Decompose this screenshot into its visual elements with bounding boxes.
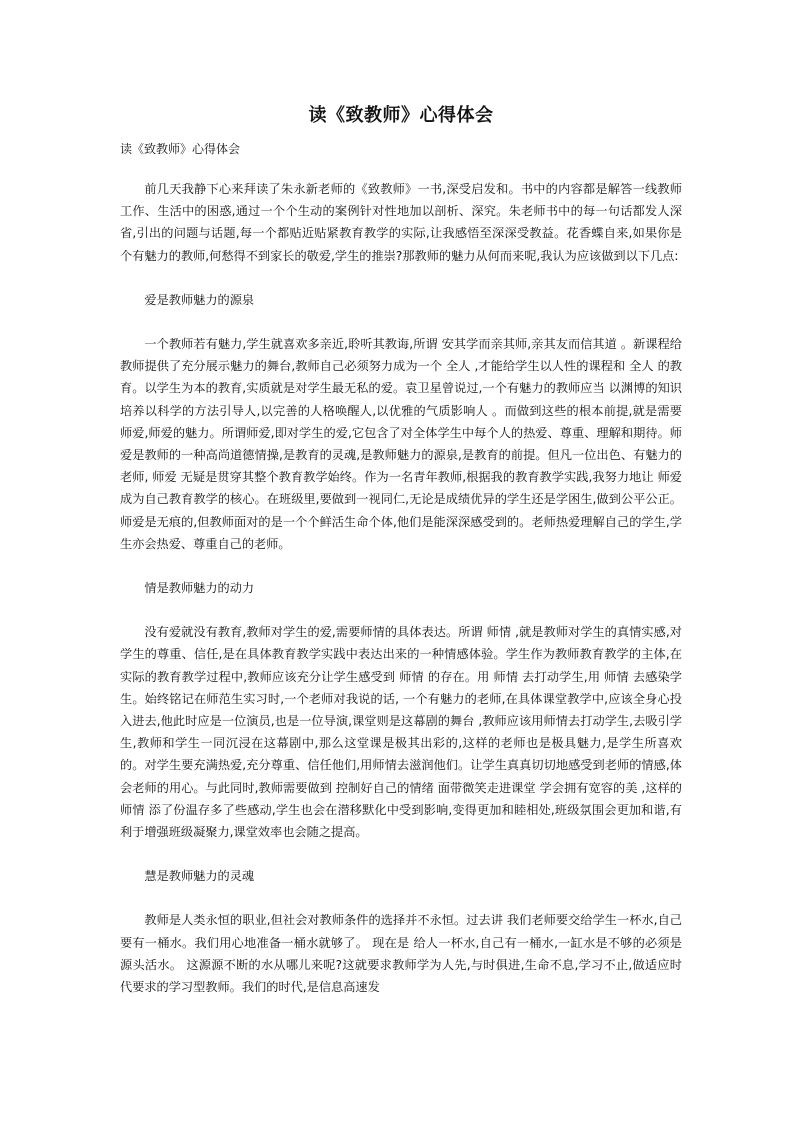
paragraph-love: 一个教师若有魅力,学生就喜欢多亲近,聆听其教诲,所谓 安其学而亲其师,亲其友而信其道 。新课程给教师提供了充分展示魅力的舞台,教师自己必须努力成为一个 全人 ,才能给学生以人性的课程和 全人 的教育。以学生为本的教育,实质就是对学生最无私的爱。袁卫星曾说过,一个有魅力的教师应当 以渊博的知识培养以科学的方法引导人,以完善的人格唤醒人,以优雅的气质影响人 。而做到这些的根本前提,就是需要师爱,师爱的魅力。所谓师爱,即对学生的爱,它包含了对全体学生中每个人的热爱、尊重、理解和期待。师爱是教师的一种高尚道德情操,是教育的灵魂,是教师魅力的源泉,是教育的前提。但凡一位出色、有魅力的老师, 师爱 无疑是贯穿其整个教育教学始终。作为一名青年教师,根据我的教育教学实践,我努力地让 师爱 成为自己教育教学的核心。在班级里,要做到一视同仁,无论是成绩优异的学生还是学困生,做到公平公正。师爱是无痕的,但教师面对的是一个个鲜活生命个体,他们是能深深感受到的。老师热爱理解自己的学生,学生亦会热爱、尊重自己的老师。	[120, 337, 682, 551]
paragraph-intro: 前几天我静下心来拜读了朱永新老师的《致教师》一书,深受启发和。书中的内容都是解答一线教师工作、生活中的困惑,通过一个个生动的案例针对性地加以剖析、深究。朱老师书中的每一句话都发人深省,引出的问题与话题,每一个都贴近贴紧教育教学的实际,让我感悟至深深受教益。花香蝶自来,如果你是个有魅力的教师,何愁得不到家长的敬爱,学生的推崇?那教师的魅力从何而来呢,我认为应该做到以下几点:	[120, 182, 682, 263]
paragraph-emotion: 没有爱就没有教育,教师对学生的爱,需要师情的具体表达。所谓 师情 ,就是教师对学生的真情实感,对学生的尊重、信任,是在具体教育教学实践中表达出来的一种情感体验。学生作为教师教育教学的主体,在实际的教育教学过程中,教师应该充分让学生感受到 师情 的存在。用 师情 去打动学生,用 师情 去感染学生。始终铭记在师范生实习时,一个老师对我说的话, 一个有魅力的老师,在具体课堂教学中,应该全身心投入进去,他此时应是一位演员,也是一位导演,课堂则是这幕剧的舞台 ,教师应该用师情去打动学生,去吸引学生,教师和学生一同沉浸在这幕剧中,那么这堂课是极其出彩的,这样的老师也是极具魅力,是学生所喜欢的。对学生要充满热爱,充分尊重、信任他们,用师情去滋润他们。让学生真真切切地感受到老师的情感,体会老师的用心。与此同时,教师需要做到 控制好自己的情绪 面带微笑走进课堂 学会拥有宽容的美 ,这样的 师情 添了份温存多了些感动,学生也会在潜移默化中受到影响,变得更加和睦相处,班级氛围会更加和谐,有利于增强班级凝聚力,课堂效率也会随之提高。	[120, 625, 682, 840]
document-subtitle: 读《致教师》心得体会	[120, 142, 241, 156]
document-title: 读《致教师》心得体会	[308, 105, 494, 126]
section-heading-emotion: 情是教师魅力的动力	[144, 581, 255, 596]
section-heading-wisdom: 慧是教师魅力的灵魂	[144, 869, 255, 884]
document-body	[120, 178, 682, 998]
section-heading-love: 爱是教师魅力的源泉	[144, 292, 255, 307]
paragraph-wisdom: 教师是人类永恒的职业,但社会对教师条件的选择并不永恒。过去讲 我们老师要交给学生一杯水,自己要有一桶水。我们用心地准备一桶水就够了。 现在是 给人一杯水,自己有一桶水,一缸水是不够的必须是源头活水。 这源源不断的水从哪儿来呢?这就要求教师学为人先,与时俱进,生命不息,学习不止,做适应时代要求的学习型教师。我们的时代,是信息高速发	[120, 913, 682, 995]
